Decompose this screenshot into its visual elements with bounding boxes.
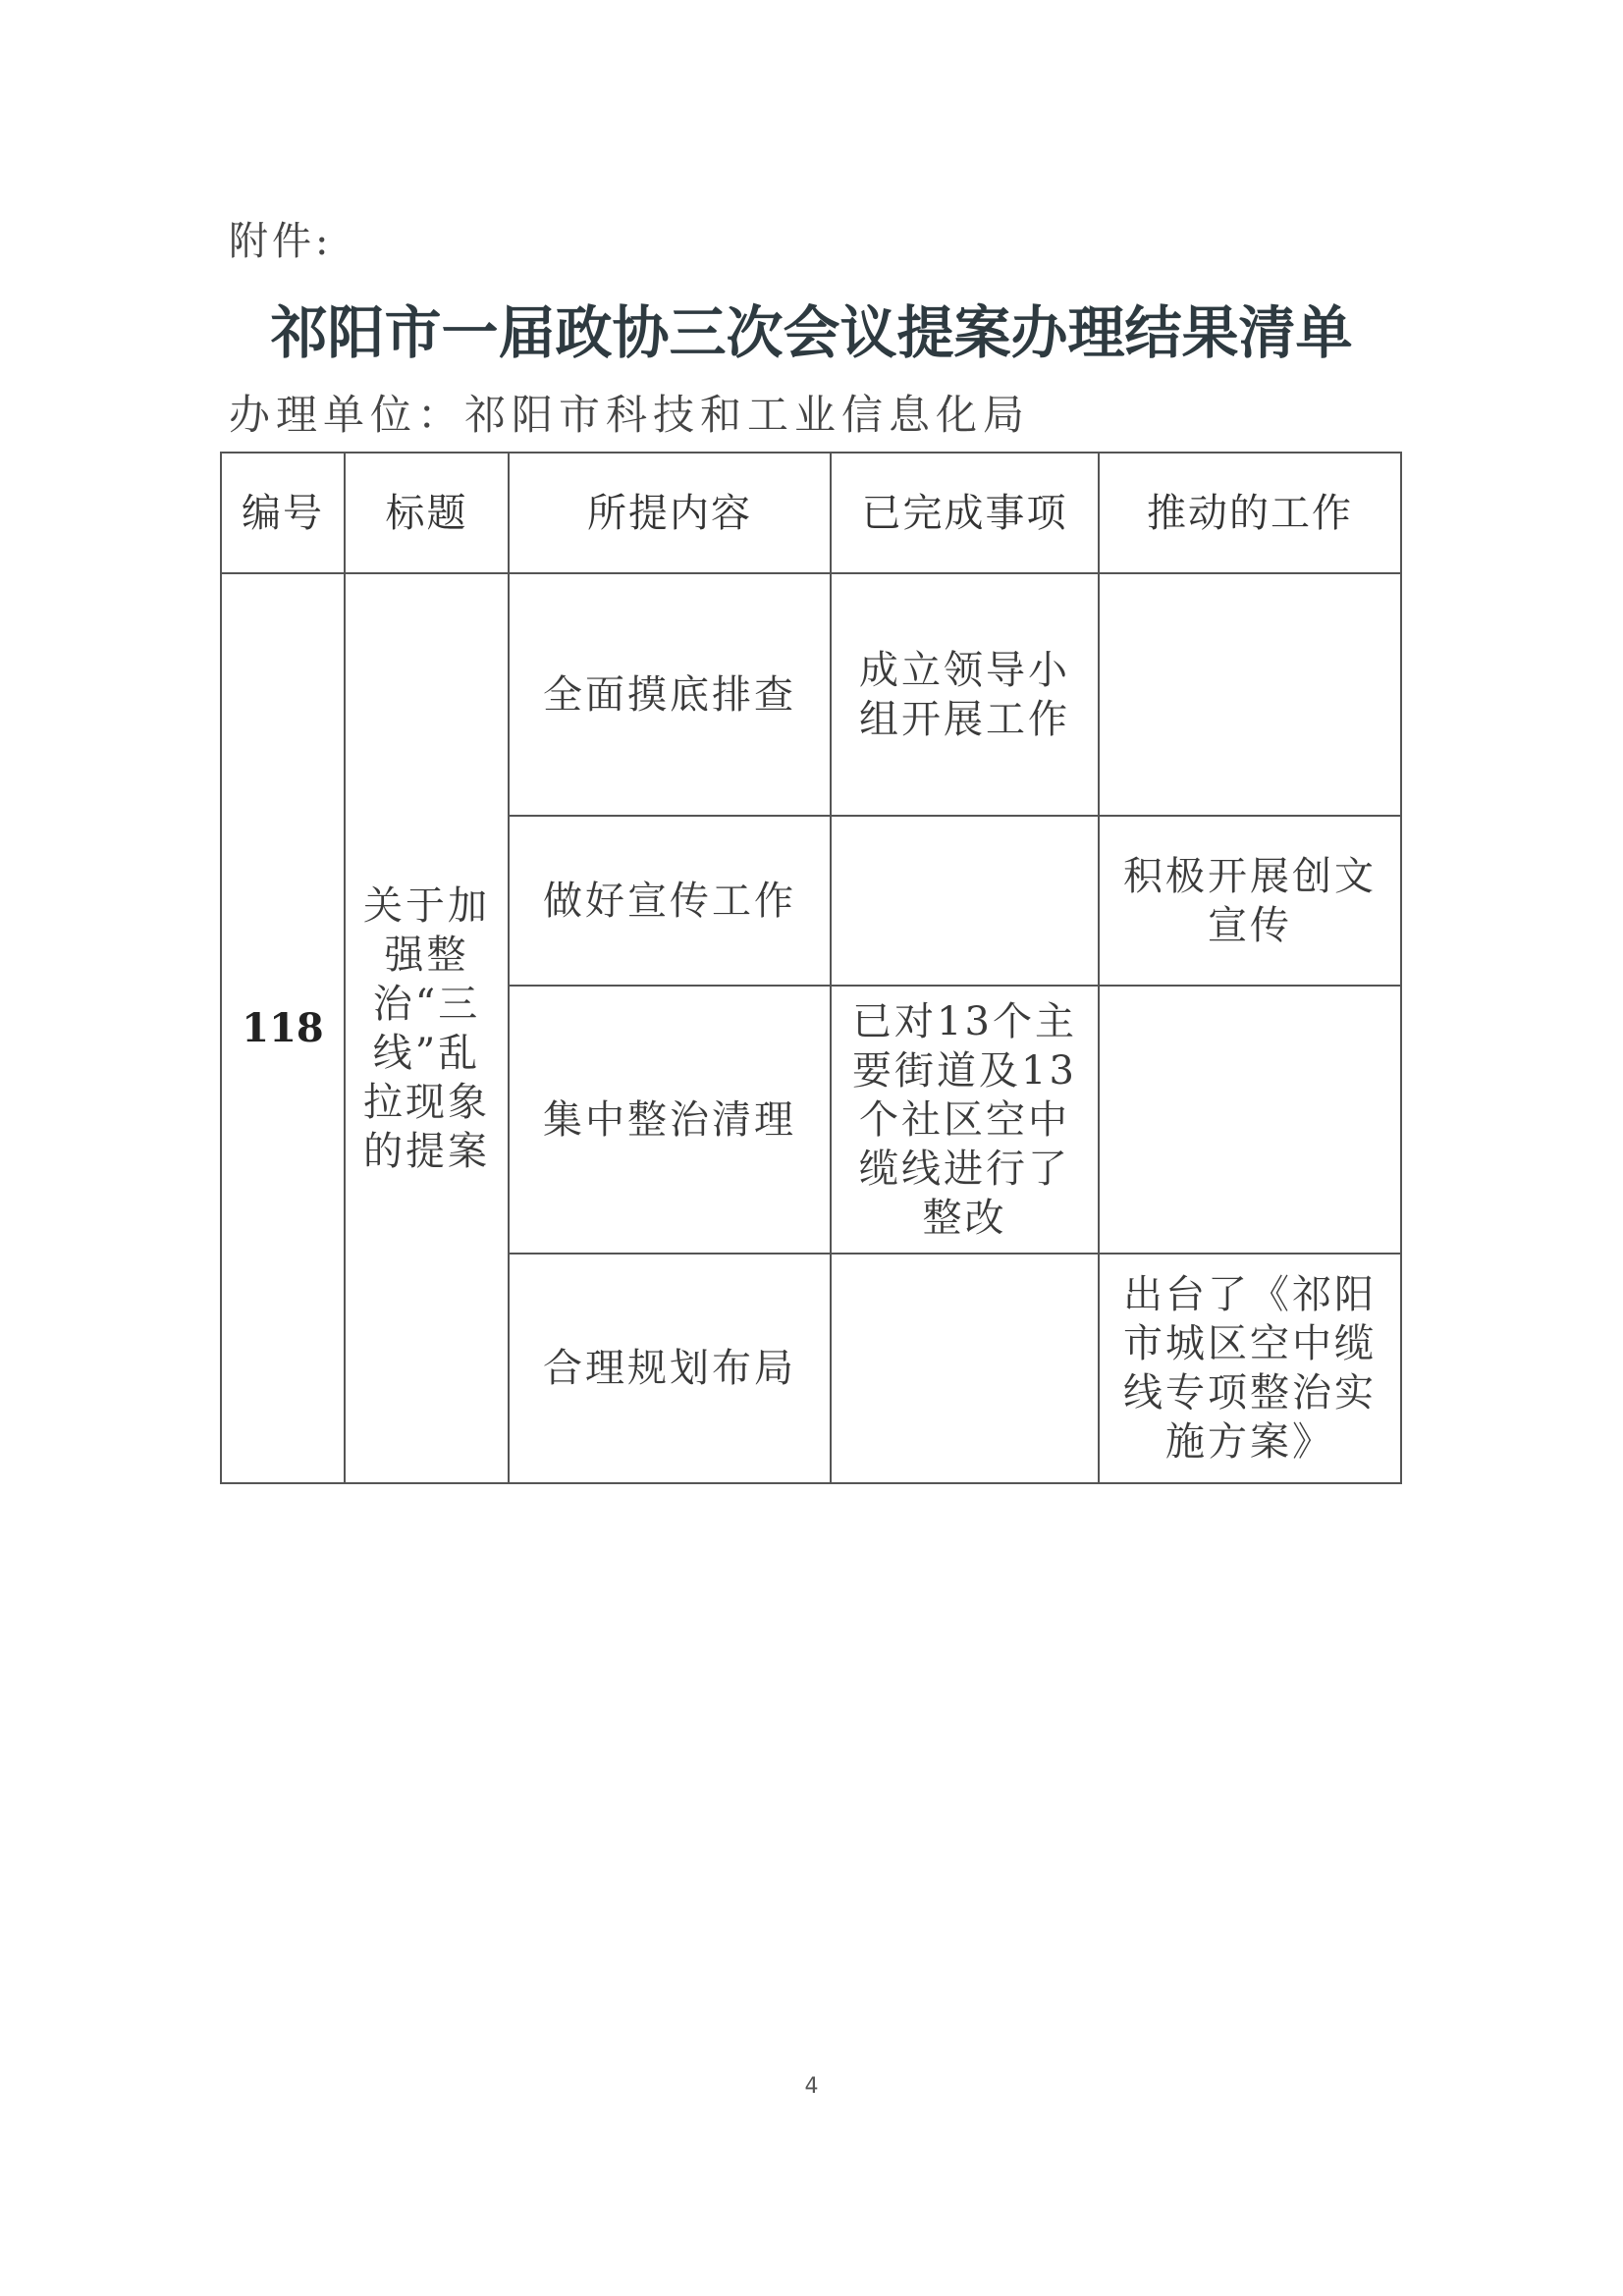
row-content: 合理规划布局 (509, 1254, 831, 1483)
row-promoted: 出台了《祁阳市城区空中缆线专项整治实施方案》 (1099, 1254, 1401, 1483)
row-promoted: 积极开展创文宣传 (1099, 816, 1401, 986)
row-completed: 已对13个主要街道及13个社区空中缆线进行了整改 (831, 986, 1099, 1254)
proposal-number: 118 (221, 573, 345, 1483)
row-completed (831, 816, 1099, 986)
table-row (221, 573, 1401, 816)
header-completed: 已完成事项 (831, 453, 1099, 573)
handling-unit: 办理单位：祁阳市科技和工业信息化局 (229, 391, 1031, 439)
row-content: 做好宣传工作 (509, 816, 831, 986)
row-promoted (1099, 573, 1401, 816)
result-table (220, 452, 1402, 1484)
row-promoted (1099, 986, 1401, 1254)
row-completed (831, 1254, 1099, 1483)
header-content: 所提内容 (509, 453, 831, 573)
row-completed: 成立领导小组开展工作 (831, 573, 1099, 816)
header-number: 编号 (221, 453, 345, 573)
document-title: 祁阳市一届政协三次会议提案办理结果清单 (270, 299, 1353, 366)
table-header-row (221, 453, 1401, 573)
header-promoted: 推动的工作 (1099, 453, 1401, 573)
row-content: 集中整治清理 (509, 986, 831, 1254)
attachment-label: 附件: (229, 219, 333, 264)
row-content: 全面摸底排查 (509, 573, 831, 816)
header-title: 标题 (345, 453, 509, 573)
proposal-title: 关于加强整治“三线”乱拉现象的提案 (345, 573, 509, 1483)
page-number: 4 (804, 2074, 819, 2099)
